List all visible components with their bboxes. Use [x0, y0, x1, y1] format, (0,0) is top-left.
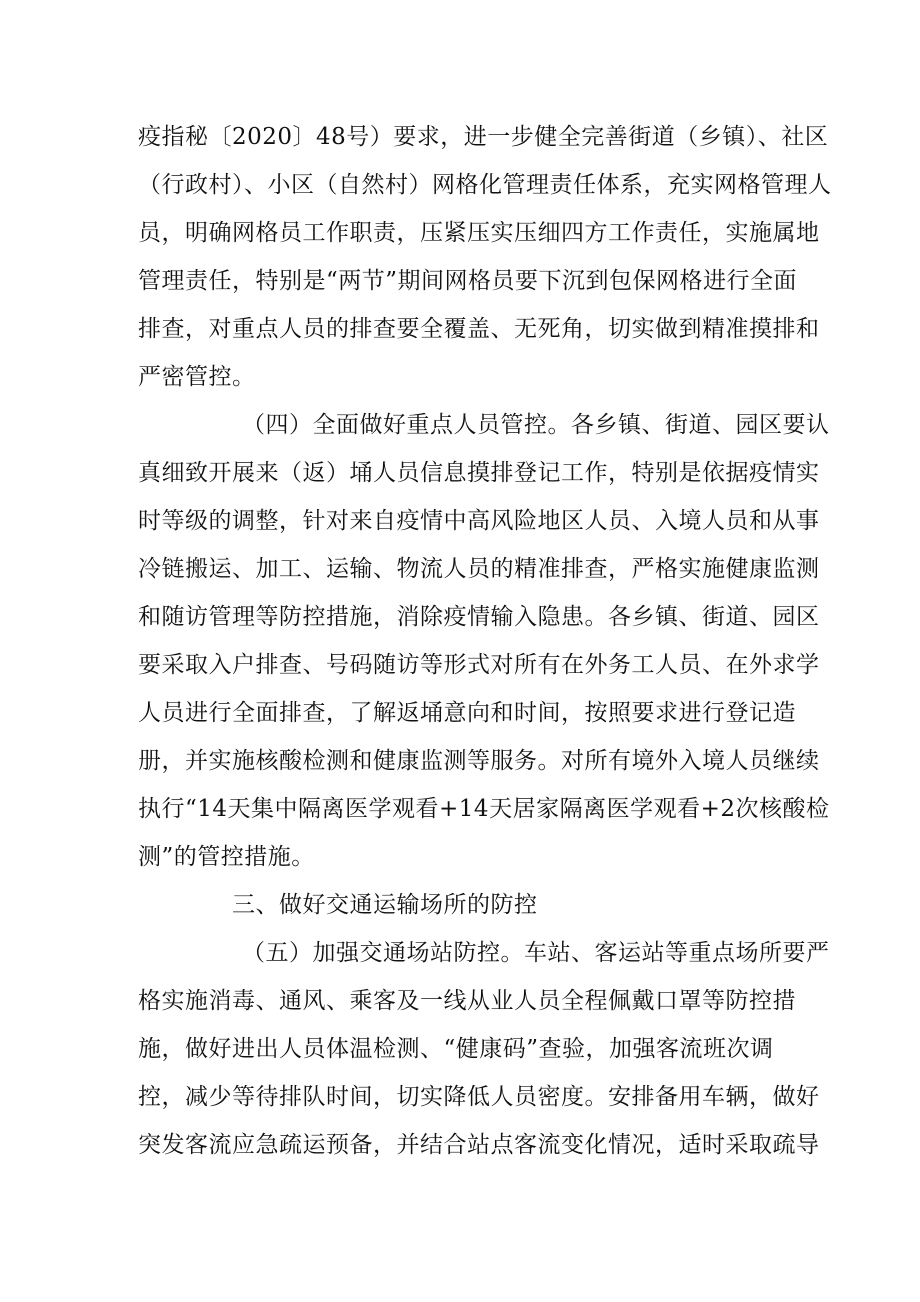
text-line-7: （四）全面做好重点人员管控。各乡镇、街道、园区要认 — [242, 412, 830, 438]
text-line-10: 冷链搬运、加工、运输、物流人员的精准排查，严格实施健康监测 — [138, 556, 820, 582]
text-line-16: 测”的管控措施。 — [138, 844, 315, 870]
text-line-14: 册，并实施核酸检测和健康监测等服务。对所有境外入境人员继续 — [138, 748, 820, 774]
text-line-20: 施，做好进出人员体温检测、“健康码”查验，加强客流班次调 — [138, 1036, 774, 1062]
text-line-1: 疫指秘〔2020〕48号）要求，进一步健全完善街道（乡镇）、社区 — [138, 124, 829, 150]
text-line-3: 员，明确网格员工作职责，压紧压实压细四方工作责任，实施属地 — [138, 220, 820, 246]
text-line-8: 真细致开展来（返）埇人员信息摸排登记工作，特别是依据疫情实 — [138, 460, 820, 486]
text-line-13: 人员进行全面排查，了解返埇意向和时间，按照要求进行登记造 — [138, 700, 796, 726]
section-heading: 三、做好交通运输场所的防控 — [232, 892, 538, 918]
text-line-6: 严密管控。 — [138, 364, 256, 390]
text-line-2: （行政村）、小区（自然村）网格化管理责任体系，充实网格管理人 — [138, 172, 832, 198]
text-line-4: 管理责任，特别是“两节”期间网格员要下沉到包保网格进行全面 — [138, 268, 798, 294]
text-line-12: 要采取入户排查、号码随访等形式对所有在外务工人员、在外求学 — [138, 652, 820, 678]
text-line-15: 执行“14天集中隔离医学观看+14天居家隔离医学观看+2次核酸检 — [138, 796, 830, 822]
text-line-18: （五）加强交通场站防控。车站、客运站等重点场所要严 — [242, 940, 830, 966]
text-line-22: 突发客流应急疏运预备，并结合站点客流变化情况，适时采取疏导 — [138, 1132, 820, 1158]
text-line-11: 和随访管理等防控措施，消除疫情输入隐患。各乡镇、街道、园区 — [138, 604, 820, 630]
text-line-21: 控，减少等待排队时间，切实降低人员密度。安排备用车辆，做好 — [138, 1084, 820, 1110]
text-line-5: 排查，对重点人员的排查要全覆盖、无死角，切实做到精准摸排和 — [138, 316, 820, 342]
text-line-9: 时等级的调整，针对来自疫情中高风险地区人员、入境人员和从事 — [138, 508, 820, 534]
text-line-19: 格实施消毒、通风、乘客及一线从业人员全程佩戴口罩等防控措 — [138, 988, 796, 1014]
